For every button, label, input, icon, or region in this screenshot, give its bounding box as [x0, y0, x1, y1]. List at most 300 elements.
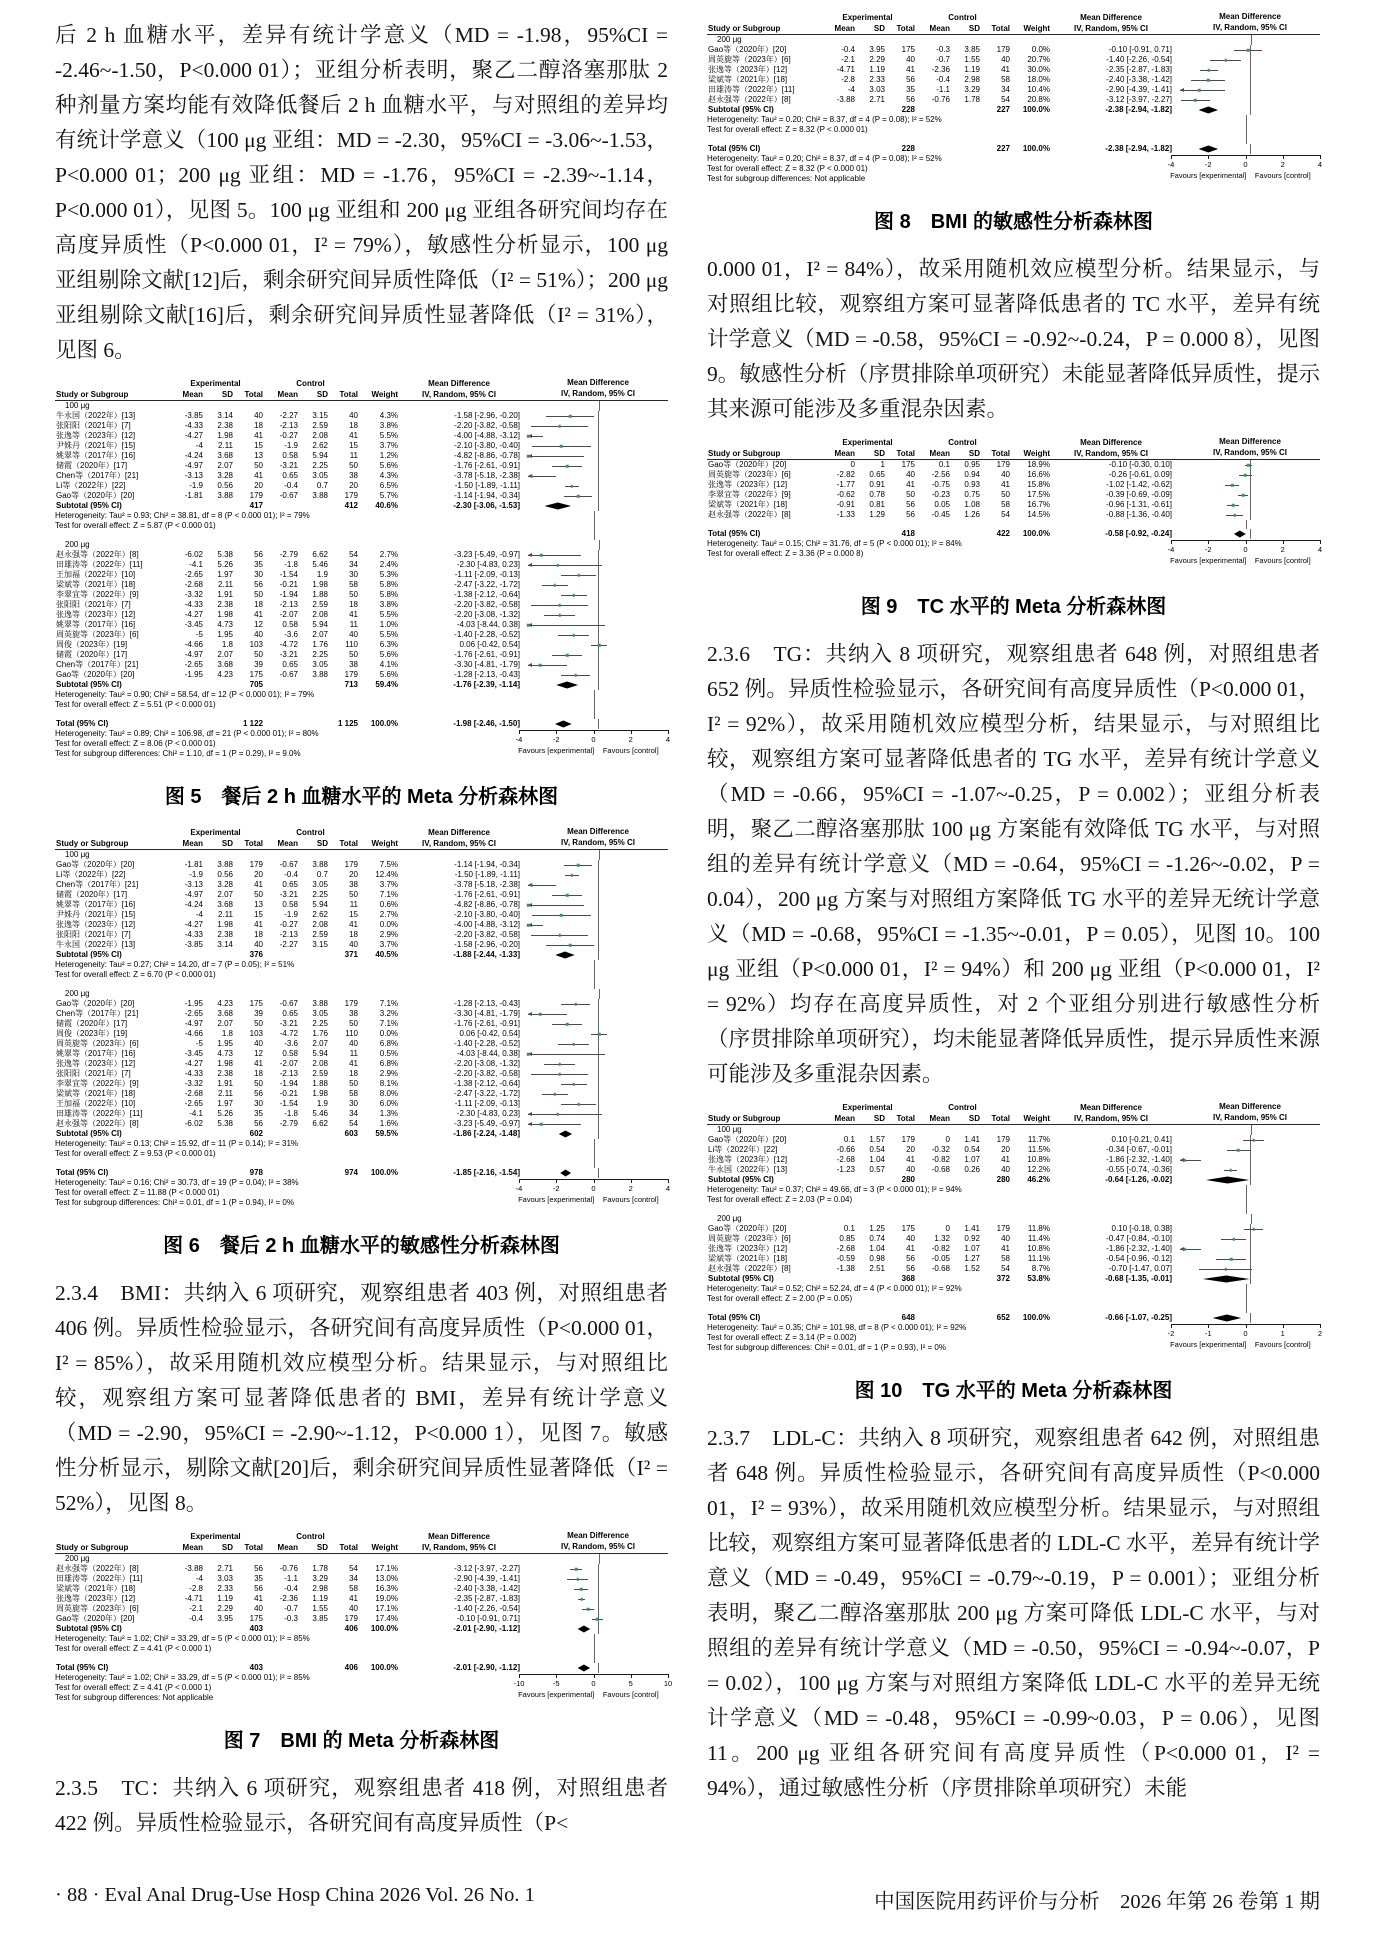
ci-text: -1.38 [-2.12, -0.64] [454, 1079, 520, 1088]
axis-tick [1246, 155, 1247, 159]
sd-column-header: SD [316, 838, 328, 848]
method-plot-header: IV, Random, 95% CI [561, 1542, 635, 1551]
ctrl-sd: 1.07 [964, 1155, 980, 1164]
ci-plot [1171, 135, 1320, 144]
pooled-diamond [1199, 107, 1219, 114]
ctrl-mean: -0.45 [931, 510, 950, 519]
forest-subtotal-row [55, 1624, 668, 1634]
forest-note-row [55, 960, 668, 970]
ci-plot [1171, 1294, 1320, 1304]
ctrl-mean: -0.27 [279, 431, 298, 440]
forest-total-row [55, 1168, 668, 1178]
sd-column-header: SD [968, 23, 980, 33]
ci-plot [528, 910, 668, 920]
ci-plot [528, 1039, 668, 1049]
ci-clip-arrow-left [1180, 88, 1184, 92]
forest-study-row [707, 500, 1320, 510]
ci-plot [529, 850, 668, 860]
ctrl-sd: 1.9 [316, 570, 328, 579]
zero-line [598, 1119, 599, 1129]
zero-line [598, 999, 599, 1009]
ci-plot [1181, 1125, 1320, 1135]
effect-marker [527, 435, 530, 438]
axis-tick-label: 2 [1280, 545, 1285, 554]
forest-subgroup-label-row [707, 1125, 1320, 1135]
control-group-header: Control [948, 1102, 977, 1112]
ci-plot [528, 920, 668, 930]
ci-plot [519, 690, 668, 700]
zero-line [1250, 480, 1251, 490]
mean-difference-header: Mean Difference [1080, 1102, 1142, 1112]
study-label: Li等（2022年）[22] [56, 870, 126, 879]
exp-mean: -1.9 [189, 481, 203, 490]
ci-plot [528, 451, 668, 461]
zero-line [598, 1079, 599, 1089]
method-column-header: IV, Random, 95% CI [422, 1542, 496, 1552]
forest-total-row [707, 529, 1320, 539]
ctrl-total: 41 [349, 1059, 358, 1068]
mean-column-header: Mean [277, 838, 298, 848]
weight-value: 8.0% [379, 1089, 398, 1098]
axis-tick-label: -2 [552, 735, 560, 744]
exp-mean: -4.71 [184, 1594, 203, 1603]
zero-line [1250, 75, 1251, 85]
exp-total: 175 [249, 1614, 263, 1623]
pooled-diamond [1234, 531, 1246, 538]
exp-sd: 1.04 [869, 1244, 885, 1253]
forest-study-row [55, 1119, 668, 1129]
exp-mean: -4.71 [836, 65, 855, 74]
mean-difference-plot-header: Mean Difference [1219, 12, 1281, 21]
ci-plot [1180, 144, 1320, 154]
ci-clip-arrow-left [528, 1012, 532, 1016]
method-plot-header: IV, Random, 95% CI [561, 389, 635, 398]
forest-footer-area [55, 1178, 671, 1217]
scale-axis [1167, 1324, 1323, 1362]
weight-value: 11.4% [1027, 1234, 1050, 1243]
effect-marker [572, 634, 575, 637]
exp-total-sum: 403 [249, 1663, 263, 1672]
exp-total: 175 [901, 1224, 915, 1233]
forest-study-row [55, 900, 668, 910]
ctrl-sd: 0.7 [316, 870, 328, 879]
subgroup-label: 200 μg [65, 540, 90, 549]
ci-plot [528, 1624, 668, 1634]
study-label: 张逸等（2023年）[12] [56, 920, 136, 929]
heterogeneity-note: Test for overall effect: Z = 4.41 (P < 0.000 1) [55, 1644, 212, 1653]
ci-line [528, 1124, 581, 1125]
exp-total: 41 [906, 1155, 915, 1164]
forest-study-row [707, 480, 1320, 490]
ctrl-total: 50 [349, 590, 358, 599]
exp-mean: -2.68 [184, 580, 203, 589]
ctrl-total: 41 [1001, 1155, 1010, 1164]
exp-sd: 2.38 [217, 600, 233, 609]
ctrl-mean: 0.58 [282, 900, 298, 909]
forest-study-row [707, 55, 1320, 65]
zero-line [598, 1089, 599, 1099]
zero-line [1250, 1274, 1251, 1284]
ci-text: -2.20 [-3.08, -1.32] [454, 1059, 520, 1068]
mean-difference-header: Mean Difference [428, 1531, 490, 1541]
ci-plot [528, 1663, 668, 1673]
exp-total: 41 [906, 1244, 915, 1253]
exp-sd: 3.95 [869, 45, 885, 54]
ctrl-mean: 0.65 [282, 660, 298, 669]
footer-notes [707, 154, 1171, 184]
ci-clip-arrow-left [528, 563, 532, 567]
effect-marker [1233, 514, 1236, 517]
effect-marker [539, 664, 542, 667]
axis-tick [1246, 540, 1247, 544]
study-label: 赵永强等（2022年）[8] [56, 1564, 139, 1573]
exp-total-sum: 417 [249, 501, 263, 510]
ctrl-total: 179 [344, 860, 358, 869]
subgroup-label: 200 μg [65, 989, 90, 998]
weight-value: 6.8% [379, 1059, 398, 1068]
ctrl-mean: -1.1 [936, 85, 950, 94]
zero-line [1250, 510, 1251, 520]
ctrl-total-sum: 406 [344, 1624, 358, 1633]
exp-mean: -6.02 [184, 1119, 203, 1128]
ctrl-mean: 0 [945, 1224, 950, 1233]
ctrl-sd: 1.08 [964, 500, 980, 509]
ctrl-mean: -1.54 [279, 1099, 298, 1108]
exp-mean: -2.1 [841, 55, 855, 64]
ctrl-total: 38 [349, 471, 358, 480]
ctrl-total: 15 [349, 910, 358, 919]
weight-value: 1.6% [379, 1119, 398, 1128]
exp-sd: 1.91 [217, 1079, 233, 1088]
ci-text: -3.12 [-3.97, -2.27] [454, 1564, 520, 1573]
effect-marker [596, 1618, 599, 1621]
weight-sum: 40.5% [375, 950, 398, 959]
forest-subgroup-label-row [55, 989, 668, 999]
heterogeneity-note: Heterogeneity: Tau² = 0.37; Chi² = 49.66, df = 3 (P < 0.000 01); I² = 94% [707, 1185, 962, 1194]
effect-marker [1252, 1228, 1255, 1231]
exp-mean: -3.32 [184, 1079, 203, 1088]
forest-footer-area [55, 1673, 673, 1712]
exp-sd: 3.68 [217, 660, 233, 669]
study-label: 牛永国（2022年）[13] [56, 940, 136, 949]
exp-sd: 5.26 [217, 1109, 233, 1118]
study-label: 张逸等（2023年）[12] [56, 1059, 136, 1068]
weight-sum: 100.0% [1022, 105, 1050, 114]
section-2-3-4-bmi: 2.3.4 BMI：共纳入 6 项研究，观察组患者 403 例，对照组患者 406 例。异质性检验显示，各研究间有高度异质性（P<0.000 01，I² = 85%），故采用随机效应模型分析。结果显示，与对照组比较，观察组方案可显著降低患者的 BMI，差异有统计学意义（MD = -2.90，95%CI = -2.90~-1.12，P<0.000 1），见图 7。敏感性分析显示，剔除文献[20]后，剩余研究间异质性显著降低（I² = 52%），见图 8。 [55, 1281, 668, 1515]
effect-marker [527, 624, 530, 627]
forest-study-row [707, 95, 1320, 105]
exp-total: 40 [906, 470, 915, 479]
paragraph-postprandial-glucose: 后 2 h 血糖水平，差异有统计学意义（MD = -1.98，95%CI = -2.46~-1.50，P<0.000 01）；亚组分析表明，聚乙二醇洛塞那肽 2 种剂量方案均能有效降低餐后 2 h 血糖水平，与对照组的差异均有统计学意义（100 μg 亚组：MD = -2.30，95%CI = -3.06~-1.53，P<0.000 01；200 μg 亚组：MD = -1.76，95%CI = -2.39~-1.14，P<0.000 01），见图 5。100 μg 亚组和 200 μg 亚组各研究间均存在高度异质性（P<0.000 01，I² = 79%），敏感性分析显示，100 μg 亚组剔除文献[12]后，剩余研究间异质性降低（I² = 51%）；200 μg 亚组剔除文献[16]后，剩余研究间异质性显著降低（I² = 31%），见图 6。 [55, 23, 668, 362]
pooled-diamond [578, 1626, 590, 1633]
zero-line [1250, 529, 1251, 539]
ci-plot [519, 980, 668, 989]
ctrl-total: 40 [349, 1039, 358, 1048]
figure-10-forest-plot [707, 1102, 1323, 1403]
zero-line [598, 610, 599, 620]
scale-axis [1167, 155, 1323, 193]
ctrl-mean: 0.65 [282, 1009, 298, 1018]
ctrl-total-sum: 974 [344, 1168, 358, 1177]
axis-tick [1208, 1324, 1209, 1328]
favours-experimental-label: Favours [experimental] [1170, 171, 1247, 180]
ci-text: -2.47 [-3.22, -1.72] [454, 580, 520, 589]
effect-marker [572, 1043, 575, 1046]
exp-total: 56 [254, 1564, 263, 1573]
exp-mean: -4.97 [184, 461, 203, 470]
ctrl-total: 50 [349, 1079, 358, 1088]
favours-control-label: Favours [control] [1254, 171, 1311, 180]
ctrl-mean: 0.58 [282, 451, 298, 460]
analysis-note: Test for overall effect: Z = 3.36 (P = 0.000 8) [707, 549, 864, 558]
exp-total: 41 [906, 65, 915, 74]
exp-total: 41 [254, 920, 263, 929]
mean-difference-plot-header: Mean Difference [1219, 1102, 1281, 1111]
forest-study-row [55, 1099, 668, 1109]
ctrl-mean: 0.58 [282, 1049, 298, 1058]
control-group-header: Control [296, 1531, 325, 1541]
total-column-header: Total [244, 838, 263, 848]
exp-total-sum: 228 [901, 144, 915, 153]
favours-experimental-label: Favours [experimental] [518, 1195, 595, 1204]
exp-total: 18 [254, 421, 263, 430]
ctrl-total: 54 [1001, 510, 1010, 519]
sd-column-header: SD [873, 23, 885, 33]
exp-mean: -3.45 [184, 1049, 203, 1058]
weight-sum: 100.0% [370, 1624, 398, 1633]
zero-line [598, 660, 599, 670]
zero-line [1250, 144, 1251, 154]
zero-line [594, 1139, 595, 1149]
exp-total: 50 [254, 1019, 263, 1028]
axis-tick-label: -10 [513, 1679, 525, 1688]
forest-header-columns [707, 1113, 1320, 1125]
forest-study-row [707, 1244, 1320, 1254]
mean-column-header: Mean [277, 1542, 298, 1552]
weight-value: 10.8% [1027, 1155, 1050, 1164]
weight-value: 13.0% [375, 1574, 398, 1583]
ctrl-sd: 1.78 [312, 1564, 328, 1573]
zero-line [1250, 95, 1251, 105]
ci-plot [528, 640, 668, 650]
axis-tick [1320, 155, 1321, 159]
effect-marker [1198, 89, 1201, 92]
exp-mean: -3.85 [184, 411, 203, 420]
forest-header-groups [55, 827, 668, 838]
ci-plot [1180, 1313, 1320, 1323]
ctrl-mean: -0.7 [284, 1604, 298, 1613]
total-column-header: Total [244, 1542, 263, 1552]
ctrl-sd: 2.08 [312, 1059, 328, 1068]
ctrl-mean: 0.1 [938, 460, 950, 469]
zero-line [594, 980, 595, 989]
exp-mean: -2.1 [189, 1604, 203, 1613]
study-column-header: Study or Subgroup [56, 1542, 129, 1552]
ci-plot [528, 1168, 668, 1178]
ci-plot [1171, 1195, 1320, 1205]
zero-line [598, 910, 599, 920]
exp-total: 15 [254, 910, 263, 919]
subgroup-label: 200 μg [717, 35, 742, 44]
ci-plot [1180, 85, 1320, 95]
exp-total: 40 [254, 1604, 263, 1613]
ci-text: -1.86 [-2.32, -1.40] [1106, 1244, 1172, 1253]
ctrl-mean: -2.79 [279, 550, 298, 559]
zero-line [1246, 1304, 1247, 1313]
weight-value: 6.3% [379, 640, 398, 649]
ctrl-total: 40 [349, 940, 358, 949]
pooled-diamond [1203, 1276, 1250, 1283]
zero-line [1250, 500, 1251, 510]
mean-difference-plot-header: Mean Difference [1219, 437, 1281, 446]
forest-spacer-row [707, 520, 1320, 529]
exp-total: 39 [254, 1009, 263, 1018]
subgroup-label: 100 μg [717, 1125, 742, 1134]
ci-text: -3.12 [-3.97, -2.27] [1106, 95, 1172, 104]
axis-tick-label: 1 [1280, 1329, 1285, 1338]
axis-tick [519, 1674, 520, 1678]
zero-line [598, 1019, 599, 1029]
mean-difference-plot-header: Mean Difference [567, 1531, 629, 1540]
exp-total: 56 [254, 1089, 263, 1098]
exp-mean: -2.65 [184, 570, 203, 579]
ctrl-sd: 5.94 [312, 620, 328, 629]
zero-line [1246, 1195, 1247, 1205]
forest-study-row [55, 1109, 668, 1119]
ci-plot [1180, 1274, 1320, 1284]
ci-plot [1180, 1254, 1320, 1264]
exp-mean: -3.88 [184, 1564, 203, 1573]
ctrl-sd: 3.88 [312, 860, 328, 869]
axis-tick [556, 1674, 557, 1678]
exp-mean: -4.97 [184, 1019, 203, 1028]
ci-plot [528, 1584, 668, 1594]
effect-marker [557, 1113, 560, 1116]
zero-line [1251, 1125, 1252, 1135]
section-2-3-7-ldl-c: 2.3.7 LDL-C：共纳入 8 项研究，观察组患者 642 例，对照组患者 648 例。异质性检验显示，各研究间有高度异质性（P<0.000 01，I² = 93%），故采用随机效应模型分析。结果显示，与对照组比较，观察组方案可显著降低患者的 LDL-C 水平，差异有统计学意义（MD = -0.49，95%CI = -0.79~-0.19，P = 0.001）；亚组分析表明，聚乙二醇洛塞那肽 200 μg 方案可降低 LDL-C 水平，与对照组的差异有统计学意义（MD = -0.50，95%CI = -0.94~-0.07，P = 0.02），100 μg 方案与对照组方案降低 LDL-C 水平的差异无统计学意义（MD = -0.48，95%CI = -0.99~0.03，P = 0.06），见图 11。200 μg 亚组各研究间有高度异质性（P<0.000 01，I² = 94%），通过敏感性分析（序贯排除单项研究）未能 [707, 1426, 1320, 1800]
ci-plot [1171, 1304, 1320, 1313]
study-label: 梁斌等（2021年）[18] [708, 500, 788, 509]
ci-plot [528, 1029, 668, 1039]
exp-sd: 0.57 [869, 1165, 885, 1174]
subtotal-label: Subtotal (95% CI) [708, 1274, 774, 1283]
ctrl-total: 38 [349, 880, 358, 889]
pooled-ci-text: -0.66 [-1.07, -0.25] [1105, 1313, 1172, 1322]
weight-value: 11.8% [1027, 1224, 1050, 1233]
ci-text: -1.28 [-2.13, -0.43] [454, 999, 520, 1008]
ci-plot [519, 700, 668, 710]
exp-sd: 3.95 [217, 1614, 233, 1623]
exp-total: 41 [254, 1594, 263, 1603]
ctrl-sd: 1.41 [964, 1224, 980, 1233]
favours-experimental-label: Favours [experimental] [1170, 556, 1247, 565]
exp-total: 175 [901, 45, 915, 54]
weight-value: 5.5% [379, 630, 398, 639]
study-label: Chen等（2017年）[21] [56, 880, 139, 889]
effect-marker [554, 584, 557, 587]
forest-footer-area [55, 729, 671, 768]
effect-marker [577, 1103, 580, 1106]
exp-total-sum: 648 [901, 1313, 915, 1322]
effect-marker [558, 934, 561, 937]
weight-value: 15.8% [1027, 480, 1050, 489]
weight-value: 0.0% [1031, 45, 1050, 54]
fig6-table [55, 827, 671, 1217]
ci-line [1180, 90, 1225, 91]
ci-text: -3.23 [-5.49, -0.97] [454, 1119, 520, 1128]
zero-line [594, 1634, 595, 1644]
ci-plot [528, 670, 668, 680]
weight-value: 7.1% [379, 1019, 398, 1028]
ctrl-sd: 2.25 [312, 461, 328, 470]
exp-sd: 3.68 [217, 900, 233, 909]
axis-tick-label: 2 [628, 735, 633, 744]
ci-plot [1180, 470, 1320, 480]
ctrl-total: 18 [349, 600, 358, 609]
forest-study-row [55, 1564, 668, 1574]
study-label: 周俊（2023年）[19] [56, 1029, 128, 1038]
ci-text: -4.00 [-4.88, -3.12] [454, 920, 520, 929]
ctrl-mean: -0.82 [931, 1244, 950, 1253]
ci-plot [1181, 35, 1320, 45]
weight-value: 17.5% [1027, 490, 1050, 499]
section-2-3-5-tc-continued: 0.000 01，I² = 84%），故采用随机效应模型分析。结果显示，与对照组比较，观察组方案可显著降低患者的 TC 水平，差异有统计学意义（MD = -0.58，95%CI = -0.92~-0.24，P = 0.000 8），见图 9。敏感性分析（序贯排除单项研究）未能显著降低异质性，提示其来源可能涉及多重混杂因素。 [707, 257, 1320, 421]
ci-plot [519, 1149, 668, 1159]
ci-plot [528, 590, 668, 600]
exp-sd: 4.73 [217, 1049, 233, 1058]
total-label: Total (95% CI) [708, 144, 761, 153]
effect-marker [558, 614, 561, 617]
ci-plot [519, 511, 668, 521]
axis-tick [556, 1179, 557, 1183]
ci-text: -0.55 [-0.74, -0.36] [1106, 1165, 1172, 1174]
mean-difference-header: Mean Difference [1080, 437, 1142, 447]
footer-notes [707, 1323, 1171, 1353]
exp-mean: -2.65 [184, 1099, 203, 1108]
exp-sd: 3.14 [217, 940, 233, 949]
exp-sd: 1.29 [869, 510, 885, 519]
ctrl-total: 58 [349, 580, 358, 589]
ci-text: -2.10 [-3.80, -0.40] [454, 441, 520, 450]
analysis-note: Heterogeneity: Tau² = 0.20; Chi² = 8.37, df = 4 (P = 0.08); I² = 52% [707, 154, 942, 163]
ci-plot [528, 1079, 668, 1089]
study-label: 张阳阳（2021年）[7] [56, 1069, 131, 1078]
study-label: 储霞（2020年）[17] [56, 461, 128, 470]
effect-marker [1224, 1268, 1227, 1271]
exp-mean: -4.27 [184, 920, 203, 929]
weight-sum: 100.0% [370, 719, 398, 728]
forest-study-row [55, 910, 668, 920]
ci-text: -0.39 [-0.69, -0.09] [1106, 490, 1172, 499]
total-column-header: Total [896, 23, 915, 33]
forest-study-row [55, 1584, 668, 1594]
ctrl-mean: -0.05 [931, 1254, 950, 1263]
effect-marker [566, 465, 569, 468]
sd-column-header: SD [873, 448, 885, 458]
ctrl-mean: -0.67 [279, 670, 298, 679]
effect-marker [574, 1003, 577, 1006]
axis-tick-label: 0 [1243, 160, 1248, 169]
exp-mean: -4.66 [184, 640, 203, 649]
ci-text: -1.40 [-2.26, -0.54] [1106, 55, 1172, 64]
experimental-group-header: Experimental [190, 1531, 241, 1541]
ci-plot [528, 471, 668, 481]
exp-mean: -1.81 [184, 860, 203, 869]
zero-line [598, 870, 599, 880]
ctrl-mean: -1.9 [284, 441, 298, 450]
ctrl-sd: 0.7 [316, 481, 328, 490]
pooled-diamond [1199, 146, 1219, 153]
